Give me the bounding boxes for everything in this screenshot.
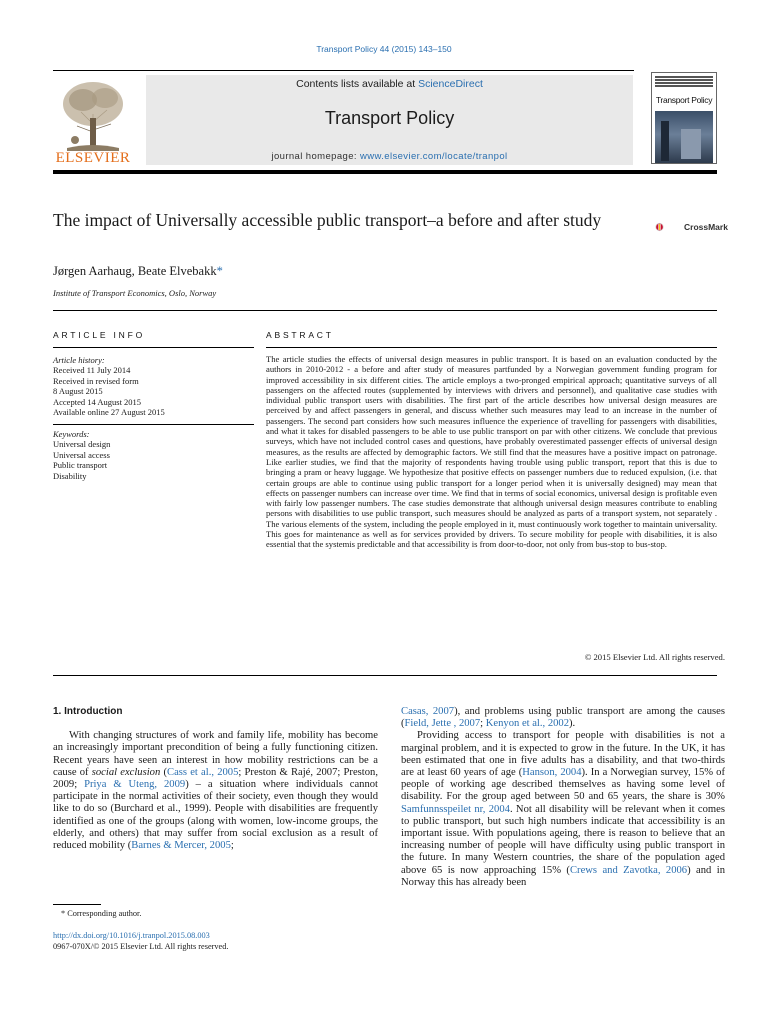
article-info-divider: [53, 424, 254, 425]
author-affiliation: Institute of Transport Economics, Oslo, Norway: [53, 288, 217, 298]
masthead-top-rule: [53, 70, 634, 71]
doi-link[interactable]: http://dx.doi.org/10.1016/j.tranpol.2015.08.003: [53, 931, 210, 940]
keyword-item: Disability: [53, 470, 87, 481]
history-label: Article history:: [53, 355, 105, 365]
history-item: Accepted 14 August 2015: [53, 396, 142, 407]
issn-copyright: 0967-070X/© 2015 Elsevier Ltd. All rights reserved.: [53, 942, 229, 951]
crossmark-label[interactable]: CrossMark: [684, 222, 728, 232]
body-column-left: [53, 706, 378, 852]
intro-paragraph-continued: Casas, 2007), and problems using public transport are among the causes (Field, Jette , 2007; Kenyon et al., 2002).: [401, 706, 725, 730]
citation-link[interactable]: Crews and Zavotka, 2006: [569, 864, 688, 876]
abstract-text: The article studies the effects of universal design measures in public transport. It is based on an evaluation conducted by the authors in 2010-2012 - a before and after study of measures partfunded by a Norwegian government funding program for improved accessibility in six different cities. The article employs a two-pronged empirical approach; quantitative surveys of all passengers on the affected routes (supplemented by interviews with drivers and personnel), and qualitative case studies with individual public transport users with disabilities. The first part of the article describes how universal design measures are perceived by and affect passengers in general, and discuss whether such measures may lead to an increase in the number of passengers. The second part considers how such measures influence the experience of travelling for passengers with disabilities, and what it takes for disabled passengers to be able to use public transport on par with other citizens. We conclude that previous surveys, which have not included control cases and questions, have probably overestimated passenger effects of universal design measures, as the results are affected by demographic factors. We still find that the measures have a positive impact on patronage. Like earlier studies, we find that the majority of respondents having trouble using public transport, report that this is due to bringing a pram or heavy luggage. We hypothesize that positive effects on passenger numbers due to reduced expulsion, (i.e. that certain groups are able to continue using public transport for a longer period when it is universally designed) may mean that effects on passenger numbers can increase over time. We find that in terms of social economics, universal design is profitable even with fairly low passenger numbers. The case studies demonstrate that although universal design measures contribute to enabling persons with disabilities to use public transport, such measures should be analyzed as parts of a transport system, not separately . The various elements of the system, including the people employed in it, must continuously work together to maintain universality. This goes for maintenance as well as for services provided by drivers. To secure mobility for people with disabilities, it is also essential that the systemis predictable and that accessibility is from door-to-door, not only from bus-stop to bus-stop.: [266, 354, 717, 550]
contents-available-line: [146, 78, 633, 90]
cover-title: Transport Policy: [655, 95, 713, 105]
journal-title: Transport Policy: [324, 108, 455, 128]
authors-names: Jørgen Aarhaug, Beate Elvebakk: [53, 264, 217, 278]
journal-citation[interactable]: Transport Policy 44 (2015) 143–150: [316, 44, 452, 54]
abstract-bottom-rule: [53, 675, 717, 676]
history-item: Available online 27 August 2015: [53, 407, 165, 418]
abstract-rule-top: [266, 347, 717, 348]
author-list: [53, 264, 223, 279]
homepage-prefix: journal homepage:: [271, 151, 360, 162]
citation-link[interactable]: Hanson, 2004: [522, 767, 582, 779]
keyword-item: Universal design: [53, 439, 111, 450]
emphasis-social-exclusion: social exclusion: [91, 766, 161, 778]
body-column-right: [401, 706, 725, 889]
article-info-heading: ARTICLE INFO: [53, 330, 146, 340]
keywords-label: Keywords:: [53, 429, 90, 439]
cover-header-lines: [655, 76, 713, 90]
article-info-rule-top: [53, 347, 254, 348]
citation-link[interactable]: Casas, 2007: [401, 706, 455, 717]
abstract-heading: ABSTRACT: [266, 330, 334, 340]
title-block-rule: [53, 310, 717, 311]
citation-link[interactable]: Cass et al., 2005: [167, 766, 239, 778]
abstract-copyright: © 2015 Elsevier Ltd. All rights reserved.: [584, 652, 725, 662]
citation-link[interactable]: Priya & Uteng, 2009: [84, 779, 186, 791]
journal-homepage-line: [146, 151, 633, 162]
citation-link[interactable]: Samfunnsspeilet nr, 2004: [401, 803, 510, 815]
sciencedirect-link[interactable]: ScienceDirect: [418, 78, 483, 90]
elsevier-wordmark[interactable]: ELSEVIER: [55, 150, 131, 166]
history-item: 8 August 2015: [53, 386, 103, 397]
keyword-item: Universal access: [53, 449, 110, 460]
history-item: Received in revised form: [53, 375, 139, 386]
cover-photo: [655, 111, 713, 163]
intro-paragraph-2: Providing access to transport for people with disabilities is not a marginal problem, and it is expected to grow in the future. In the UK, it has been estimated that one in five adults has a disability, and that two-thirds are at least 60 years of age (Hanson, 2004). In a Norwegian survey, 15% of people of working age described themselves as having some level of disability. For the group aged between 50 and 65 years, the share is 30% Samfunnsspeilet nr, 2004. Not all disability will be relevant when it comes to public transport, but such high numbers indicate that accessibility is an important issue. With populations ageing, there is reason to believe that an increasing number of people will have difficulty using public transport in the future. In many Western countries, the share of the population aged above 65 is now approaching 15% (Crews and Zavotka, 2006) and in Norway this has already been: [401, 730, 725, 888]
history-item: Received 11 July 2014: [53, 365, 131, 376]
journal-cover-thumbnail[interactable]: [651, 72, 717, 164]
footnote-rule: [53, 904, 101, 905]
keyword-item: Public transport: [53, 460, 108, 471]
contents-prefix: Contents lists available at: [296, 78, 419, 90]
masthead-bottom-rule: [53, 170, 717, 174]
section-heading-introduction: 1. Introduction: [53, 706, 123, 717]
corresponding-author-mark[interactable]: *: [216, 264, 223, 278]
article-history: [53, 355, 254, 417]
keywords-list: [53, 429, 254, 481]
intro-paragraph-1: With changing structures of work and family life, mobility has become an increasingly important precondition of being a fully functioning citizen. Recent years have seen an interest in how mobility restrictions can be a cause of social exclusion (Cass et al., 2005; Preston & Rajé, 2007; Preston, 2009; Priya & Uteng, 2009) – a situation where individuals cannot participate in the normal activities of their society, even though they would like to do so (Burchard et al., 1999). People with disabilities are frequently identified as one of the groups (along with women, low-income groups, the elderly, and others) that may suffer from social exclusion as a result of reduced mobility (Barnes & Mercer, 2005;: [53, 730, 378, 852]
cover-header: [652, 73, 716, 95]
crossmark-icon[interactable]: [655, 212, 685, 242]
article-title: The impact of Universally accessible public transport–a before and after study: [53, 210, 602, 230]
homepage-link[interactable]: www.elsevier.com/locate/tranpol: [359, 151, 508, 162]
corresponding-author-footnote: * Corresponding author.: [61, 909, 142, 918]
citation-link[interactable]: Kenyon et al., 2002: [485, 718, 570, 730]
citation-link[interactable]: Barnes & Mercer, 2005: [131, 840, 231, 852]
citation-link[interactable]: Field, Jette , 2007: [404, 718, 481, 730]
